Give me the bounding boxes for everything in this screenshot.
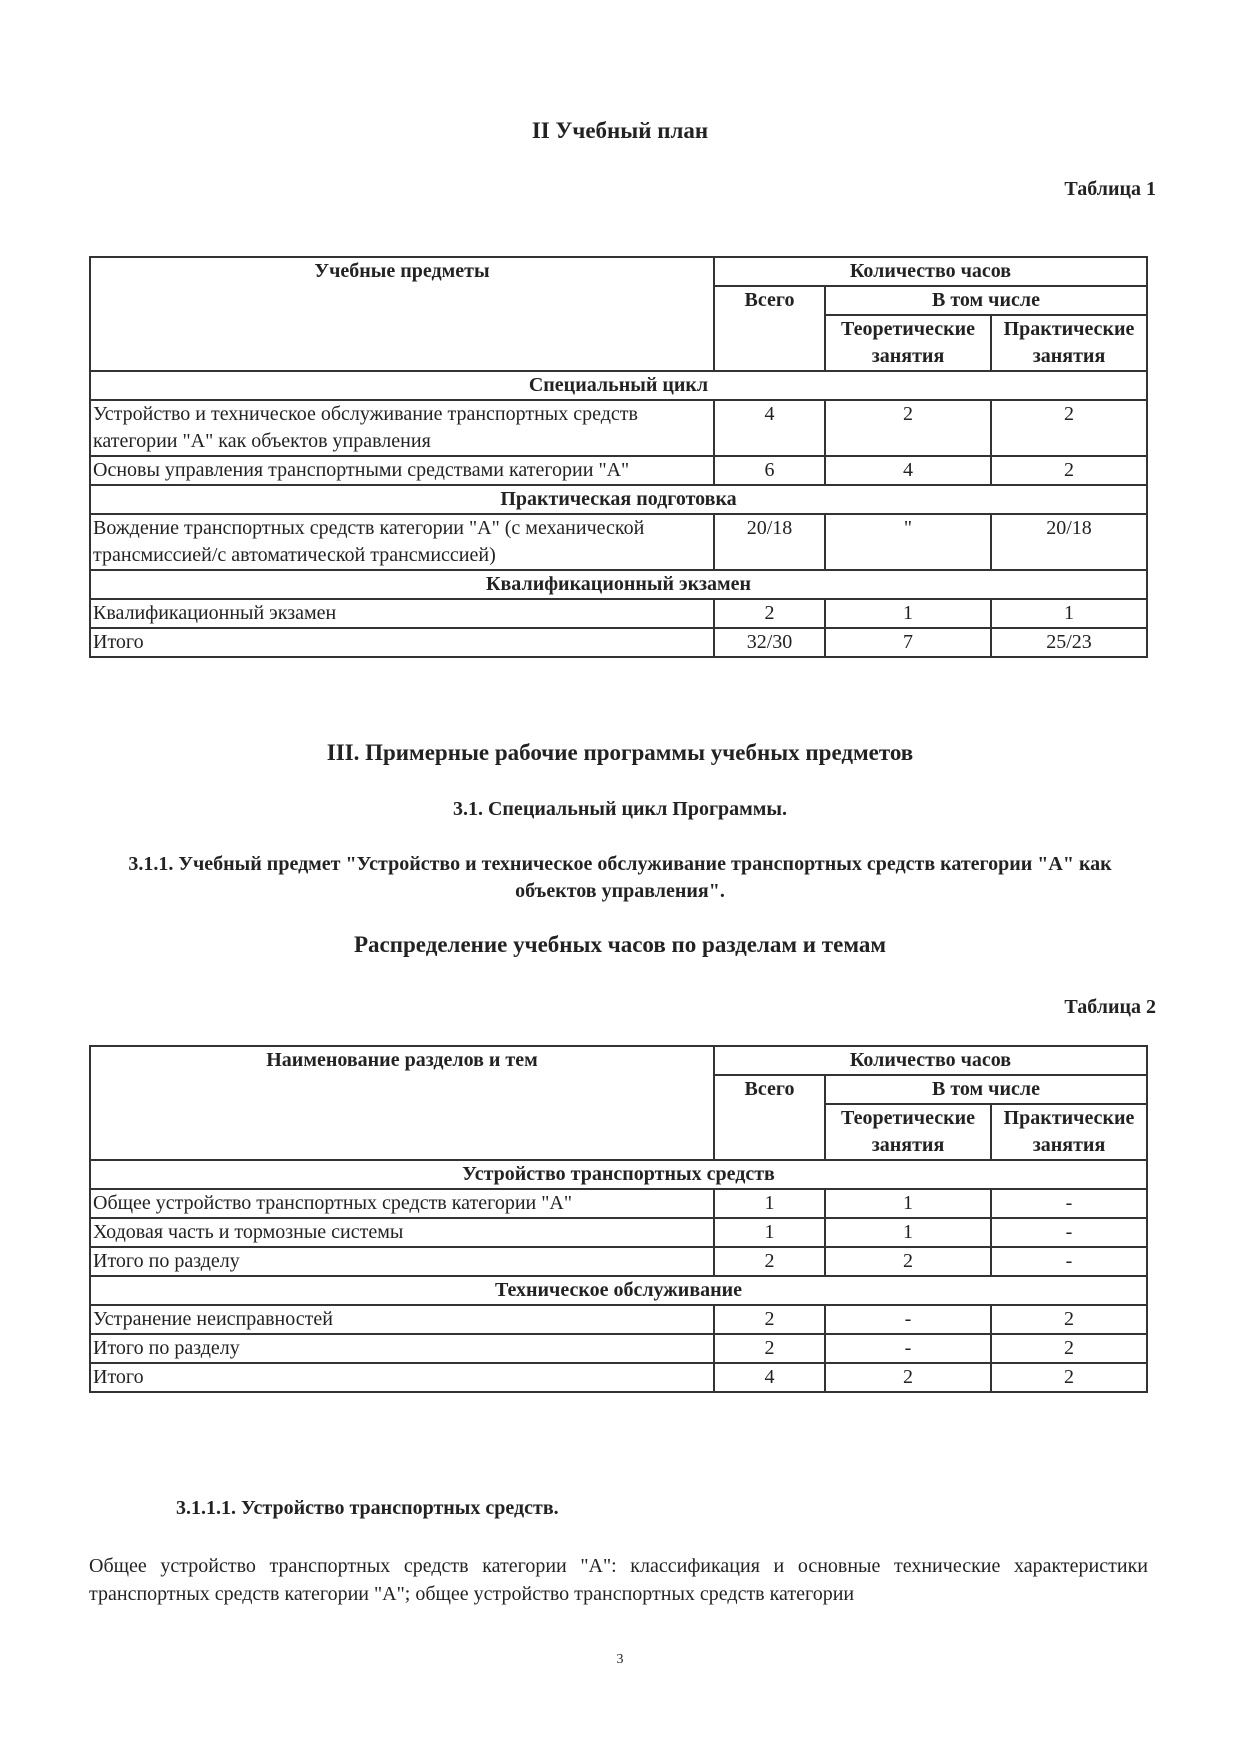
- col-including: В том числе: [825, 286, 1147, 315]
- section-row: [90, 570, 1147, 599]
- col-including: В том числе: [825, 1075, 1147, 1104]
- cell-name: Итого: [90, 628, 714, 657]
- cell-practice: 2: [991, 1334, 1147, 1363]
- cell-practice: -: [991, 1247, 1147, 1276]
- section-row: [90, 1276, 1147, 1305]
- cell-practice: 1: [991, 599, 1147, 628]
- cell-name: Общее устройство транспортных средств категории "А": [90, 1189, 714, 1218]
- col-practice: Практические занятия: [991, 1104, 1147, 1160]
- cell-practice: -: [991, 1189, 1147, 1218]
- table-row: [90, 1334, 1147, 1363]
- cell-total: 6: [714, 456, 825, 485]
- table-row: [90, 1305, 1147, 1334]
- heading-distribution: Распределение учебных часов по разделам и темам: [353, 932, 886, 957]
- cell-practice: 2: [991, 1363, 1147, 1392]
- heading-subject: 3.1.1. Учебный предмет "Устройство и техническое обслуживание транспортных средств категории "А" как объектов управления".: [128, 853, 1112, 902]
- table2-caption: Таблица 2: [1064, 996, 1156, 1018]
- table1-caption: Таблица 1: [1064, 178, 1156, 200]
- cell-theory: 1: [825, 1218, 991, 1247]
- col-practice: Практические занятия: [991, 315, 1147, 371]
- cell-theory: 2: [825, 1363, 991, 1392]
- cell-theory: 4: [825, 456, 991, 485]
- body-paragraph: Общее устройство транспортных средств категории "А": классификация и основные технические характеристики транспортных средств категории "А"; общее устройство транспортных средств категории: [89, 1555, 1148, 1605]
- col-theory: Теоретические занятия: [825, 1104, 991, 1160]
- hours-distribution-table-body: [90, 1160, 1147, 1392]
- cell-total: 20/18: [714, 514, 825, 570]
- col-total: Всего: [714, 286, 825, 371]
- section-title: Устройство транспортных средств: [90, 1160, 1147, 1189]
- subsection-title: 3.1.1.1. Устройство транспортных средств.: [176, 1497, 559, 1519]
- curriculum-table: [89, 256, 1148, 658]
- cell-practice: 2: [991, 400, 1147, 456]
- col-total: Всего: [714, 1075, 825, 1160]
- section-title: Техническое обслуживание: [90, 1276, 1147, 1305]
- section-row: [90, 485, 1147, 514]
- cell-total: 2: [714, 1334, 825, 1363]
- cell-practice: 25/23: [991, 628, 1147, 657]
- table-row: [90, 1247, 1147, 1276]
- cell-theory: -: [825, 1305, 991, 1334]
- cell-practice: 20/18: [991, 514, 1147, 570]
- col-hours: Количество часов: [714, 257, 1147, 286]
- table-row: [90, 400, 1147, 456]
- cell-total: 1: [714, 1218, 825, 1247]
- cell-name: Квалификационный экзамен: [90, 599, 714, 628]
- section-title: Практическая подготовка: [90, 485, 1147, 514]
- cell-theory: 7: [825, 628, 991, 657]
- cell-practice: -: [991, 1218, 1147, 1247]
- cell-theory: 2: [825, 1247, 991, 1276]
- table-row: [90, 628, 1147, 657]
- col-topics: Наименование разделов и тем: [90, 1046, 714, 1160]
- cell-practice: 2: [991, 1305, 1147, 1334]
- table-row: [90, 1218, 1147, 1247]
- cell-theory: 1: [825, 1189, 991, 1218]
- section-row: [90, 1160, 1147, 1189]
- col-subjects: Учебные предметы: [90, 257, 714, 371]
- cell-name: Итого по разделу: [90, 1247, 714, 1276]
- cell-total: 4: [714, 400, 825, 456]
- section-title: II Учебный план: [531, 118, 709, 143]
- page-number: 3: [616, 1652, 624, 1667]
- cell-name: Итого: [90, 1363, 714, 1392]
- cell-total: 4: [714, 1363, 825, 1392]
- cell-name: Основы управления транспортными средствами категории "А": [90, 456, 714, 485]
- table-row: [90, 514, 1147, 570]
- cell-total: 2: [714, 1305, 825, 1334]
- table-row: [90, 1189, 1147, 1218]
- cell-name: Ходовая часть и тормозные системы: [90, 1218, 714, 1247]
- cell-name: Устранение неисправностей: [90, 1305, 714, 1334]
- table-row: [90, 456, 1147, 485]
- heading-cycle: 3.1. Специальный цикл Программы.: [452, 798, 788, 820]
- cell-theory: 1: [825, 599, 991, 628]
- hours-distribution-table: [89, 1045, 1148, 1393]
- table-row: [90, 1363, 1147, 1392]
- cell-name: Итого по разделу: [90, 1334, 714, 1363]
- section-row: [90, 371, 1147, 400]
- cell-name: Устройство и техническое обслуживание транспортных средств категории "А" как объектов управления: [90, 400, 714, 456]
- section-title: Квалификационный экзамен: [90, 570, 1147, 599]
- cell-total: 32/30: [714, 628, 825, 657]
- col-theory: Теоретические занятия: [825, 315, 991, 371]
- col-hours: Количество часов: [714, 1046, 1147, 1075]
- cell-theory: ": [825, 514, 991, 570]
- cell-theory: -: [825, 1334, 991, 1363]
- cell-practice: 2: [991, 456, 1147, 485]
- cell-total: 1: [714, 1189, 825, 1218]
- cell-name: Вождение транспортных средств категории "А" (с механической трансмиссией/с автоматической трансмиссией): [90, 514, 714, 570]
- cell-total: 2: [714, 599, 825, 628]
- heading-programs: III. Примерные рабочие программы учебных предметов: [326, 740, 914, 765]
- cell-total: 2: [714, 1247, 825, 1276]
- table-row: [90, 599, 1147, 628]
- section-title: Специальный цикл: [90, 371, 1147, 400]
- cell-theory: 2: [825, 400, 991, 456]
- curriculum-table-body: [90, 371, 1147, 657]
